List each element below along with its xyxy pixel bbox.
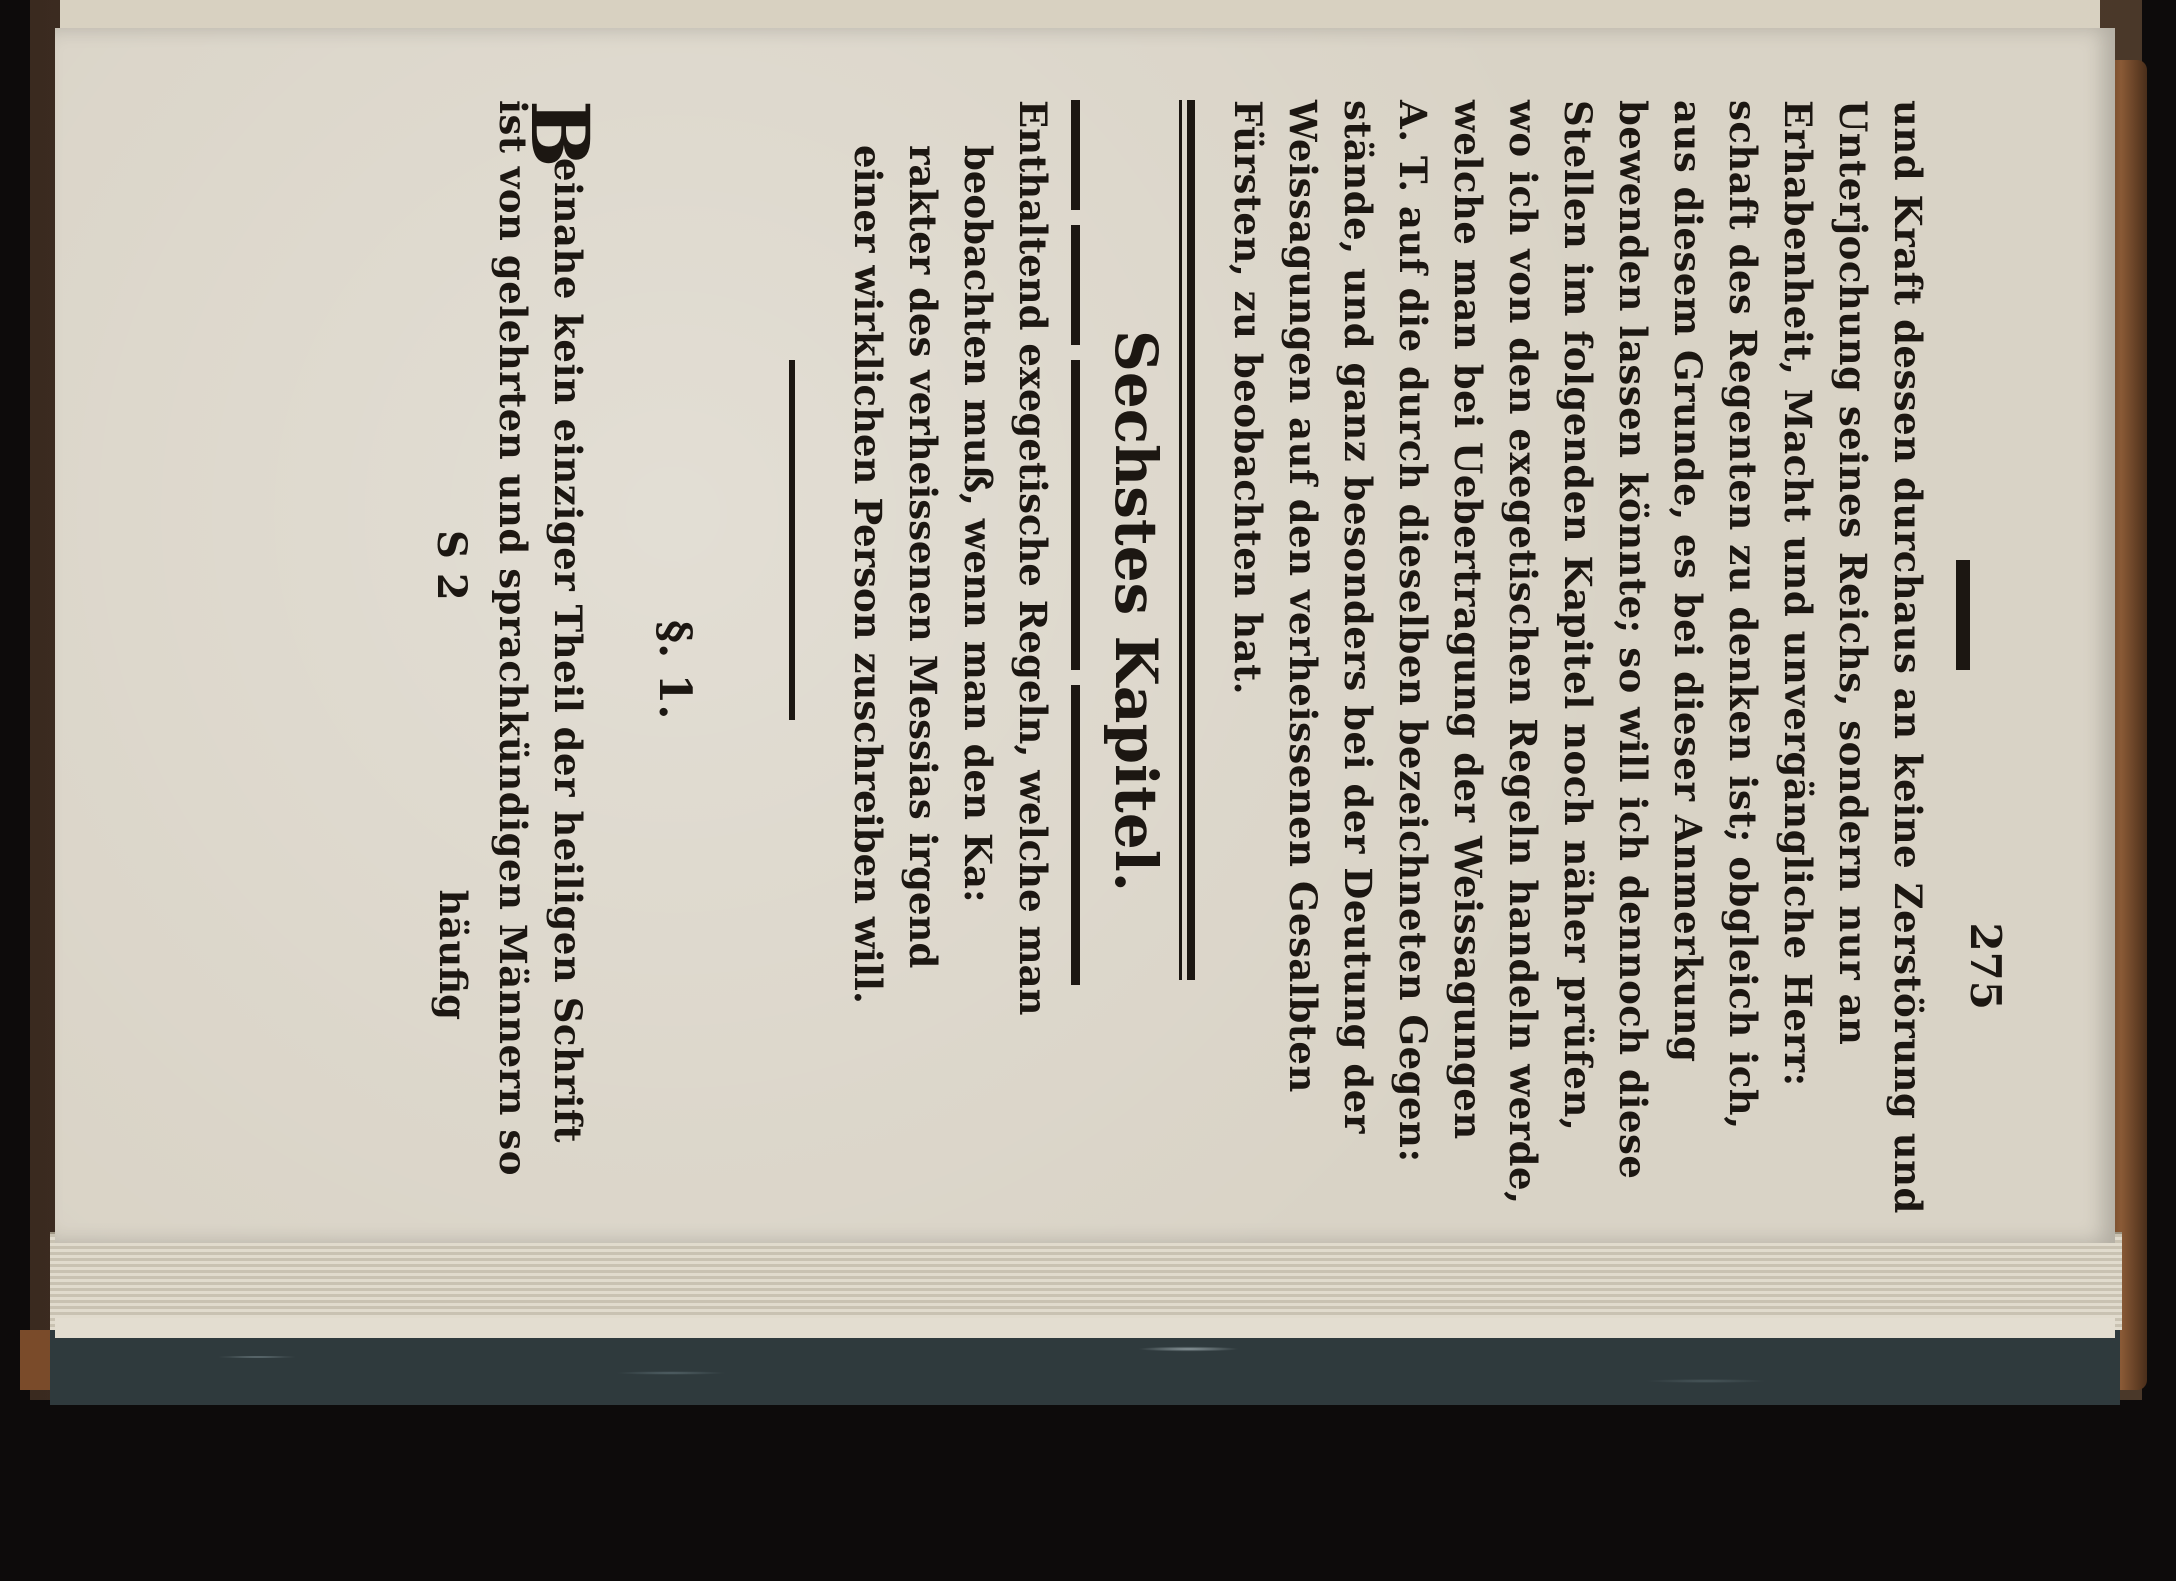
chapter-summary-line: rakter des verheissenen Messias irgend: [901, 145, 945, 969]
text-line: welche man bei Uebertragung der Weissagungen: [1446, 100, 1490, 1140]
text-line: und Kraft dessen durchaus an keine Zerstörung und: [1886, 100, 1930, 1214]
text-line: Stellen im folgenden Kapitel noch näher prüfen,: [1556, 100, 1600, 1132]
dropcap: B: [513, 100, 607, 168]
text-line: ist von gelehrten und sprachkündigen Männern so: [491, 100, 535, 1176]
chapter-rule-segment: [1071, 225, 1080, 345]
text-line: Unterjochung seines Reichs, sondern nur an: [1831, 100, 1875, 1046]
text-line: Fürsten, zu beobachten hat.: [1226, 100, 1270, 696]
text-line: schaft des Regenten zu denken ist; obgleich ich,: [1721, 100, 1765, 1130]
text-line: Weissagungen auf den verheissenen Gesalbten: [1281, 100, 1325, 1093]
chapter-summary-line: beobachten muß, wenn man den Ka:: [956, 145, 1000, 903]
chapter-rule-top-thin: [1179, 100, 1182, 980]
page-number: 275: [1961, 922, 2010, 1010]
chapter-rule-top: [1187, 100, 1195, 980]
text-line: bewenden lassen könnte; so will ich dennoch diese: [1611, 100, 1655, 1180]
chapter-summary-line: Enthaltend exegetische Regeln, welche man: [1011, 100, 1055, 1016]
text-line: aus diesem Grunde, es bei dieser Anmerkung: [1666, 100, 1710, 1063]
chapter-rule-segment: [1071, 360, 1080, 670]
header-dash: [1956, 560, 1970, 670]
section-rule: [789, 360, 795, 720]
chapter-rule-segment: [1071, 685, 1080, 985]
page-stack-edges: [50, 1232, 2122, 1330]
text-line: Erhabenheit, Macht und unvergängliche Herr:: [1776, 100, 1820, 1087]
page-bottom-strip: [55, 1318, 2115, 1338]
chapter-summary-line: einer wirklichen Person zuschreiben will.: [846, 145, 890, 1004]
catchword: häufig: [431, 889, 475, 1020]
text-line: wo ich von den exegetischen Regeln handeln werde,: [1501, 100, 1545, 1205]
page-text-block: [380, 100, 2010, 1214]
text-line: stände, und ganz besonders bei der Deutung der: [1336, 100, 1380, 1134]
chapter-rule-segment: [1071, 100, 1080, 210]
chapter-title: Sechstes Kapitel.: [1102, 330, 1170, 892]
section-mark: §. 1.: [649, 620, 700, 720]
printer-signature: S 2: [428, 530, 475, 601]
text-line: A. T. auf die durch dieselben bezeichneten Gegen:: [1391, 100, 1435, 1163]
text-line: einahe kein einziger Theil der heiligen Schrift: [546, 158, 590, 1143]
